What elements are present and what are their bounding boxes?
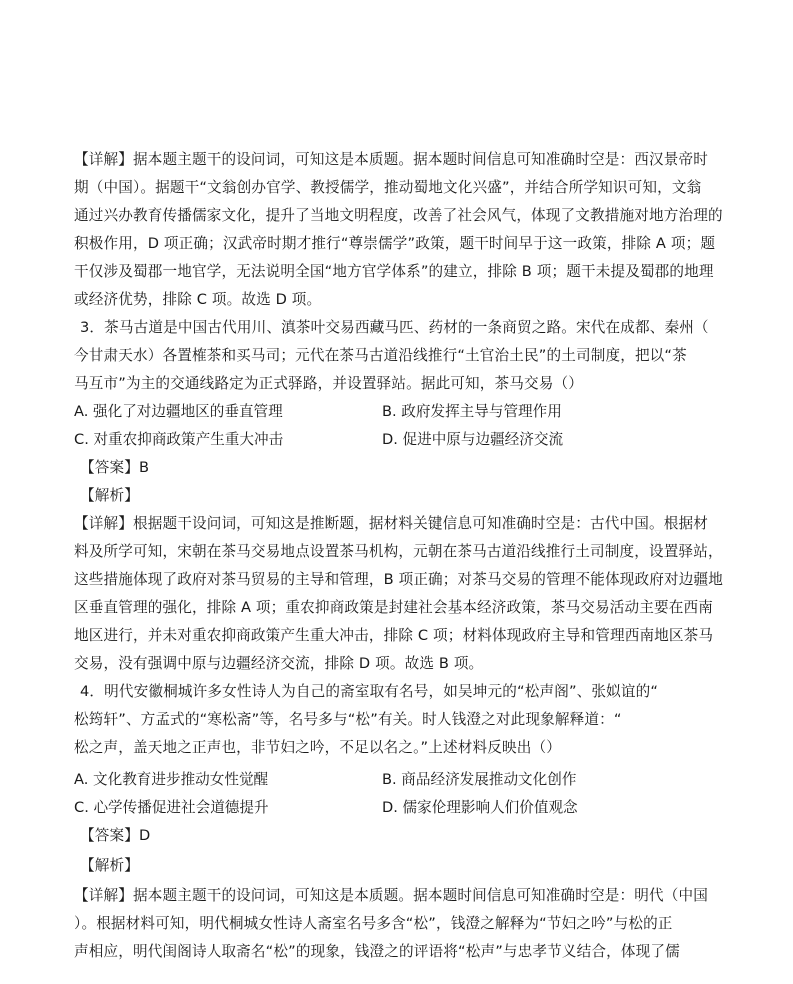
question-4-analysis-label: 【解析】 bbox=[80, 857, 139, 874]
question-3-stem: 马互市”为主的交通线路定为正式驿路，并设置驿站。据此可知，茶马交易（） bbox=[74, 375, 584, 392]
question-3-detail: 地区进行，并未对重农抑商政策产生重大冲击，排除 C 项；材料体现政府主导和管理西南地区茶马 bbox=[74, 627, 714, 644]
question-3-analysis-label: 【解析】 bbox=[80, 487, 139, 504]
detail-line: 或经济优势，排除 C 项。故选 D 项。 bbox=[74, 291, 322, 308]
question-4-detail: 【详解】据本题主题干的设问词，可知这是本质题。据本题时间信息可知准确时空是：明代（中国 bbox=[74, 887, 708, 904]
detail-line: 积极作用，D 项正确；汉武帝时期才推行“尊崇儒学”政策，题干时间早于这一政策，排除 A 项；题 bbox=[74, 235, 716, 252]
question-3-option-d: D. 促进中原与边疆经济交流 bbox=[382, 431, 564, 448]
question-3-detail: 料及所学可知，宋朝在茶马交易地点设置茶马机构，元朝在茶马古道沿线推行土司制度，设置驿站， bbox=[74, 543, 723, 560]
question-3-option-c: C. 对重农抑商政策产生重大冲击 bbox=[74, 431, 284, 448]
detail-line: 【详解】据本题主题干的设问词，可知这是本质题。据本题时间信息可知准确时空是：西汉景帝时 bbox=[74, 151, 708, 168]
question-4-option-c: C. 心学传播促进社会道德提升 bbox=[74, 799, 269, 816]
question-3-stem: 3．茶马古道是中国古代用川、滇茶叶交易西藏马匹、药材的一条商贸之路。宋代在成都、秦州（ bbox=[80, 319, 709, 336]
question-3-option-a: A. 强化了对边疆地区的垂直管理 bbox=[74, 403, 283, 420]
question-3-detail: 这些措施体现了政府对茶马贸易的主导和管理，B 项正确；对茶马交易的管理不能体现政府对边疆地 bbox=[74, 571, 723, 588]
question-3-option-b: B. 政府发挥主导与管理作用 bbox=[382, 403, 562, 420]
question-3-answer: 【答案】B bbox=[80, 459, 150, 476]
question-3-stem: 今甘肃天水）各置榷茶和买马司；元代在茶马古道沿线推行“土官治土民”的土司制度，把以“茶 bbox=[74, 347, 687, 364]
question-4-detail: 声相应，明代闺阁诗人取斋名“松”的现象，钱澄之的评语将“松声”与忠孝节义结合，体现了儒 bbox=[74, 943, 680, 960]
question-3-detail: 区垂直管理的强化，排除 A 项；重农抑商政策是封建社会基本经济政策，茶马交易活动主要在西南 bbox=[74, 599, 713, 616]
question-4-option-d: D. 儒家伦理影响人们价值观念 bbox=[382, 799, 578, 816]
question-3-detail: 【详解】根据题干设问词，可知这是推断题，据材料关键信息可知准确时空是：古代中国。根据材 bbox=[74, 515, 708, 532]
detail-line: 通过兴办教育传播儒家文化，提升了当地文明程度，改善了社会风气，体现了文教措施对地方治理的 bbox=[74, 207, 723, 224]
question-4-answer: 【答案】D bbox=[80, 827, 151, 844]
question-4-stem: 松筠轩”、方孟式的“寒松斋”等，名号多与“松”有关。时人钱澄之对此现象解释道：“ bbox=[74, 711, 622, 728]
detail-line: 期（中国）。据题干“文翁创办官学、教授儒学，推动蜀地文化兴盛”，并结合所学知识可知，文翁 bbox=[74, 179, 702, 196]
question-4-stem: 松之声，盖天地之正声也，非节妇之吟，不足以名之。”上述材料反映出（） bbox=[74, 739, 561, 756]
question-3-detail: 交易，没有强调中原与边疆经济交流，排除 D 项。故选 B 项。 bbox=[74, 655, 484, 672]
question-4-option-b: B. 商品经济发展推动文化创作 bbox=[382, 771, 577, 788]
question-4-detail: ）。根据材料可知，明代桐城女性诗人斋室名号多含“松”，钱澄之解释为“节妇之吟”与松的正 bbox=[74, 915, 673, 932]
detail-line: 干仅涉及蜀郡一地官学，无法说明全国“地方官学体系”的建立，排除 B 项；题干未提及蜀郡的地理 bbox=[74, 263, 714, 280]
question-4-option-a: A. 文化教育进步推动女性觉醒 bbox=[74, 771, 269, 788]
question-4-stem: 4．明代安徽桐城许多女性诗人为自己的斋室取有名号，如吴坤元的“松声阁”、张姒谊的“ bbox=[80, 683, 659, 700]
